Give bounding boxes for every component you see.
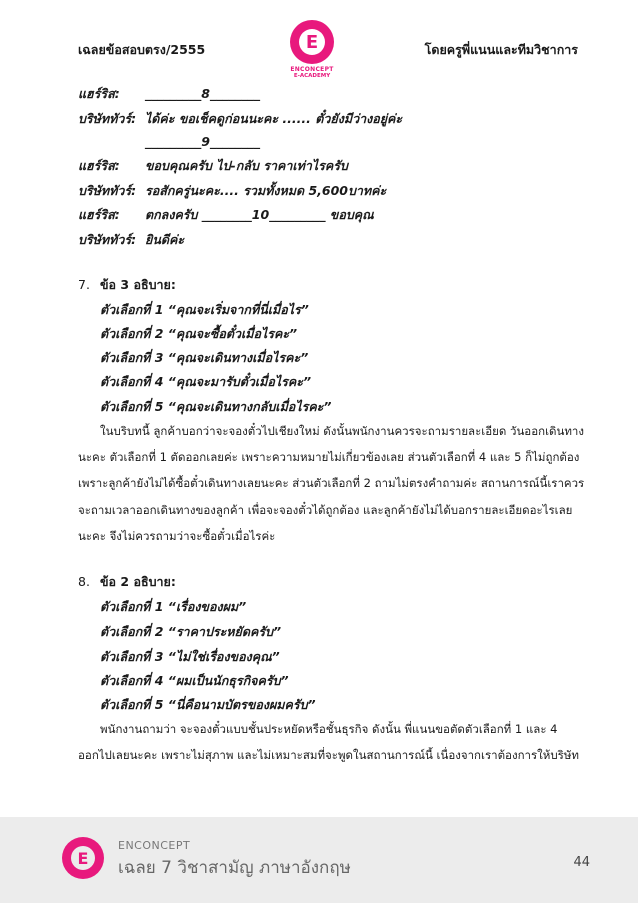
explanation-line: พนักงานถามว่า จะจองตั๋วแบบชั้นประหยัดหรือชั้นธุรกิจ ดังนั้น พี่แนนขอตัดตัวเลือกที่ 1 และ 4 (100, 722, 558, 736)
dialogue-line (78, 109, 402, 129)
dialogue-blank: _________9________ (145, 134, 260, 149)
page-number: 44 (573, 855, 590, 870)
speaker-label: แฮร์ริส: (78, 86, 120, 101)
dialogue-line (78, 156, 348, 176)
footer-subtitle: เฉลย 7 วิชาสามัญ ภาษาอังกฤษ (118, 858, 351, 878)
option-item: ตัวเลือกที่ 1 “เรื่องของผม” (100, 599, 247, 614)
explanation-line: นะคะ ตัวเลือกที่ 1 ตัดออกเลยค่ะ เพราะความหมายไม่เกี่ยวข้องเลย ส่วนตัวเลือกที่ 4 และ 5 ก็ไม่ถูกต้อง (78, 450, 580, 464)
header-right-title: โดยครูพี่แนนและทีมวิชาการ (424, 42, 578, 57)
question-7-heading (78, 275, 176, 295)
footer-brand: ENCONCEPT (118, 839, 191, 852)
question-heading-text: ข้อ 3 อธิบาย: (100, 277, 176, 292)
dialogue-line (78, 230, 184, 250)
question-heading-text: ข้อ 2 อธิบาย: (100, 574, 176, 589)
speaker-label: แฮร์ริส: (78, 207, 120, 222)
logo-text-line2: E-ACADEMY (293, 73, 331, 79)
dialogue-line (78, 84, 260, 104)
option-item: ตัวเลือกที่ 3 “ไม่ใช่เรื่องของคุณ” (100, 649, 280, 664)
enconcept-logo (284, 20, 340, 82)
question-number: 8. (78, 574, 90, 589)
speaker-label: บริษัททัวร์: (78, 183, 137, 198)
option-item: ตัวเลือกที่ 1 “คุณจะเริ่มจากที่นี่เมื่อไร” (100, 302, 309, 317)
logo-circle-icon (290, 20, 334, 64)
question-number: 7. (78, 277, 90, 292)
dialogue-text: _________8________ (145, 86, 260, 101)
option-item: ตัวเลือกที่ 4 “ผมเป็นนักธุรกิจครับ” (100, 673, 289, 688)
speaker-label: บริษัททัวร์: (78, 111, 137, 126)
explanation-line: นะคะ จึงไม่ควรถามว่าจะซื้อตั๋วเมื่อไรค่ะ (78, 529, 276, 543)
explanation-line: ในบริบทนี้ ลูกค้าบอกว่าจะจองตั๋วไปเชียงใหม่ ดังนั้นพนักงานควรจะถามรายละเอียด วันออกเดินทาง (100, 424, 584, 438)
explanation-line: ออกไปเลยนะคะ เพราะไม่สุภาพ และไม่เหมาะสมที่จะพูดในสถานการณ์นี้ เนื่องจากเราต้องการให้บริษัท (78, 748, 580, 762)
dialogue-text: รอสักครู่นะคะ.... รวมทั้งหมด 5,600บาทค่ะ (145, 183, 387, 198)
explanation-line: จะถามเวลาออกเดินทางของลูกค้า เพื่อจะจองตั๋วได้ถูกต้อง และลูกค้ายังไม่ได้บอกรายละเอียดอะไรเลย (78, 503, 573, 517)
logo-text-line1: ENCONCEPT (290, 66, 334, 73)
dialogue-line (78, 181, 386, 201)
speaker-label: บริษัททัวร์: (78, 232, 137, 247)
explanation-line: เพราะลูกค้ายังไม่ได้ซื้อตั๋วเดินทางเลยนะคะ ส่วนตัวเลือกที่ 2 ถามไม่ตรงคำถามค่ะ สถานการณ์นี้เราควร (78, 476, 585, 490)
header-left-title: เฉลยข้อสอบตรง/2555 (78, 42, 206, 57)
footer-logo-icon (62, 837, 104, 879)
dialogue-text: ได้ค่ะ ขอเช็คดูก่อนนะคะ ...... ตั๋วยังมีว่างอยู่ค่ะ (145, 111, 403, 126)
option-item: ตัวเลือกที่ 5 “คุณจะเดินทางกลับเมื่อไรคะ” (100, 399, 332, 414)
option-item: ตัวเลือกที่ 4 “คุณจะมารับตั๋วเมื่อไรคะ” (100, 374, 312, 389)
dialogue-line (78, 205, 374, 225)
footer-logo-letter: E (71, 846, 95, 870)
option-item: ตัวเลือกที่ 5 “นี่คือนามบัตรของผมครับ” (100, 697, 316, 712)
speaker-label: แฮร์ริส: (78, 158, 120, 173)
question-8-heading (78, 572, 176, 592)
option-item: ตัวเลือกที่ 2 “ราคาประหยัดครับ” (100, 624, 282, 639)
logo-letter: E (299, 29, 325, 55)
option-item: ตัวเลือกที่ 3 “คุณจะเดินทางเมื่อไรคะ” (100, 350, 309, 365)
dialogue-text: ยินดีค่ะ (145, 232, 185, 247)
page-footer (0, 817, 638, 903)
dialogue-text: ตกลงครับ ________10_________ ขอบคุณ (145, 207, 374, 222)
option-item: ตัวเลือกที่ 2 “คุณจะซื้อตั๋วเมื่อไรคะ” (100, 326, 298, 341)
dialogue-text: ขอบคุณครับ ไป-กลับ ราคาเท่าไรครับ (145, 158, 348, 173)
